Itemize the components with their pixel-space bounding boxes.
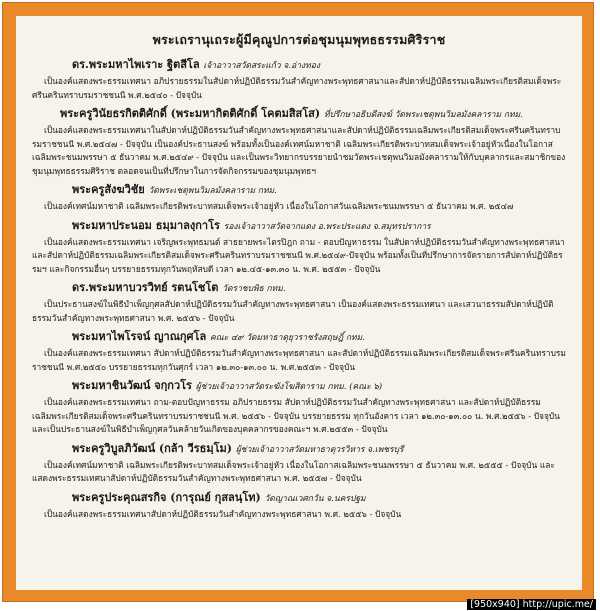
decorative-frame [2, 2, 594, 602]
monk-name: พระครูวิบูลภิวัฒน์ (กล้า วีรธมฺโม) [72, 441, 232, 455]
entry-2 [32, 107, 566, 178]
entry-1 [32, 58, 566, 102]
entry-name-row [32, 281, 566, 296]
monk-name: พระครูสังฆวิชัย [72, 183, 145, 196]
entry-3 [32, 183, 566, 214]
watermark-label: [950x940] http://upic.me/ [467, 599, 596, 610]
entry-5 [32, 281, 566, 325]
monk-role: เจ้าอาวาสวัดสระแก้ว จ.อ่างทอง [203, 61, 320, 71]
entry-name-row [32, 219, 566, 234]
monk-role: วัดญาณเวศกวัน จ.นครปฐม [264, 493, 366, 504]
entry-9 [32, 491, 566, 522]
monk-description: เป็นองค์แสดงพระธรรมเทศนา ถาม-ตอบปัญหาธรรม อภิปรายธรรม สัปดาห์ปฏิบัติธรรมวันสำคัญทางพระพุทธศาสนา และสัปดาห์ปฏิบัติธรรมเฉลิมพระเกียรติสมเด็จพระศรีนครินทราบรมราชชนนี พ.ศ. ๒๕๕๖ - ปัจจุบัน บรรยายธรรม ทุกวันอังคาร เวลา ๑๒.๓๐-๑๓.๐๐ น. พ.ศ.๒๕๕๖ - ปัจจุบัน และเป็นประธานสงฆ์ในพิธีบำเพ็ญกุศลวันคล้ายวันเกิดของบุคคลากรของคณะฯ พ.ศ.๒๕๕๓ - ปัจจุบัน [32, 397, 560, 434]
monk-name: พระมหาประนอม ธมฺมาลงฺกาโร [72, 218, 220, 232]
monk-name: พระครูวินัยธรกิตติศักดิ์ (พระมหากิตติศักดิ์ โคตมสิสโส) [60, 107, 321, 120]
monk-role: ผู้ช่วยเจ้าอาวาสวัดมหาธาตุวรวิหาร จ.เพชรบุรี [235, 444, 404, 455]
monk-role: ที่ปรึกษาอธิบดีสงฆ์ วัดพระเชตุพนวิมลมังคลาราม กทม. [323, 110, 523, 120]
entry-4 [32, 219, 566, 277]
monk-description: เป็นองค์แสดงพระธรรมเทศนาสัปดาห์ปฏิบัติธรรมวันสำคัญทางพระพุทธศาสนา พ.ศ. ๒๕๕๖ - ปัจจุบัน [44, 508, 402, 519]
monk-role: คณะ ๔๙ วัดมหาธาตุยุวราชรังสฤษฎิ์ กทม. [210, 333, 365, 343]
monk-role: วัดพระเชตุพนวิมลมังคลาราม กทม. [148, 186, 277, 196]
monk-description: เป็นองค์แสดงพระธรรมเทศนา อภิปรายธรรมในสัปดาห์ปฏิบัติธรรมวันสำคัญทางพระพุทธศาสนาและสัปดาห์ปฏิบัติธรรมเฉลิมพระเกียรติสมเด็จพระศรีนครินทราบรมราชชนนี พ.ศ.๒๕๔๐ - ปัจจุบัน [32, 76, 562, 100]
entry-8 [32, 442, 566, 486]
entry-name-row [32, 58, 566, 73]
entry-7 [32, 379, 566, 437]
monk-description: เป็นองค์แสดงพระธรรมเทศนา สัปดาห์ปฏิบัติธรรมวันสำคัญทางพระพุทธศาสนา และสัปดาห์ปฏิบัติธรรมเฉลิมพระเกียรติสมเด็จพระศรีนครินทราบรมราชชนนี พ.ศ.๒๕๕๐ บรรยายธรรมทุกวันศุกร์ เวลา ๑๒.๓๐-๑๓.๐๐ น. พ.ศ.๒๕๕๓ - ปัจจุบัน [32, 348, 566, 372]
entry-name-row [32, 442, 566, 457]
entry-name-row [32, 330, 566, 345]
monk-name: พระมหาไพโรจน์ ญาณกุศโล [72, 330, 207, 343]
page-title: พระเถรานุเถระผู้มีคุณูปการต่อชุมนุมพุทธธรรมศิริราช [152, 32, 446, 47]
monk-role: รองเจ้าอาวาสวัดจากแดง อ.พระประแดง จ.สมุทรปราการ [223, 221, 431, 232]
entry-6 [32, 330, 566, 374]
monk-description: เป็นองค์แสดงพระธรรมเทศนาในสัปดาห์ปฏิบัติธรรมวันสำคัญทางพระพุทธศาสนาและสัปดาห์ปฏิบัติธรรมเฉลิมพระเกียรติสมเด็จพระศรีนครินทราบรมราชชนนี พ.ศ.๒๕๔๗ - ปัจจุบัน เป็นองค์ประธานสงฆ์ พร้อมทั้งเป็นองค์เทศน์มหาชาติ เฉลิมพระเกียรติพระบาทสมเด็จพระเจ้าอยู่หัวเนื่องในโอกาสเฉลิมพระชนมพรรษา ๕ ธันวาคม พ.ศ.๒๕๔๙ - ปัจจุบัน และเป็นพระวิทยากรบรรยายนำชมวัดพระเชตุพนวิมลมังคลารามให้กับบุคลากรและสมาชิกของชุมนุมพุทธธรรมศิริราช ตลอดจนเป็นที่ปรึกษาในการจัดกิจกรรมของชุมนุมพุทธฯ [32, 125, 566, 176]
monk-name: พระมหาชินวัฒน์ จกฺกวโร [72, 379, 192, 392]
entry-name-row [32, 379, 566, 394]
monk-description: เป็นองค์เทศน์มหาชาติ เฉลิมพระเกียรติพระบาทสมเด็จพระเจ้าอยู่หัว เนื่องในโอกาสวันเฉลิมพระชนมพรรษา ๕ ธันวาคม พ.ศ. ๒๕๔๗ [44, 201, 514, 211]
monk-description: เป็นองค์เทศน์มหาชาติ เฉลิมพระเกียรติพระบาทสมเด็จพระเจ้าอยู่หัว เนื่องในโอกาสเฉลิมพระชนมพรรษา ๕ ธันวาคม พ.ศ. ๒๕๕๕ - ปัจจุบัน และแสดงพระธรรมเทศนาสัปดาห์ปฏิบัติธรรมวันสำคัญทางพระพุทธศาสนา พ.ศ. ๒๕๕๗ - ปัจจุบัน [32, 459, 555, 483]
document-panel [16, 16, 582, 590]
monk-name: พระครูประคุณสรกิจ (การุณย์ กุสลนฺโท) [72, 490, 261, 504]
entry-name-row [32, 183, 566, 198]
monk-description: เป็นประธานสงฆ์ในพิธีบำเพ็ญกุศลสัปดาห์ปฏิบัติธรรมวันสำคัญทางพระพุทธศาสนา เป็นองค์แสดงพระธรรมเทศนา และเสวนาธรรมสัปดาห์ปฏิบัติธรรมวันสำคัญทางพระพุทธศาสนา พ.ศ. ๒๕๕๖ - ปัจจุบัน [32, 299, 554, 323]
monk-name: ดร.พระมหาบวรวิทย์ รตนโชโต [72, 281, 219, 294]
entry-name-row [32, 107, 566, 122]
monk-description: เป็นองค์แสดงพระธรรมเทศนา เจริญพระพุทธมนต์ สาธยายพระไตรปิฎก ถาม - ตอบปัญหาธรรม ในสัปดาห์ปฏิบัติธรรมวันสำคัญทางพระพุทธศาสนา และสัปดาห์ปฏิบัติธรรมเฉลิมพระเกียรติสมเด็จพระศรีนครินทราบรมราชชนนี พ.ศ.๒๕๔๙-ปัจจุบัน พร้อมทั้งเป็นที่ปรึกษาการจัดรายการสัปดาห์ปฏิบัติธรรมฯ และกิจกรรมอื่นๆ บรรยายธรรมทุกวันพฤหัสบดี เวลา ๑๒.๔๕-๑๓.๓๐ น. พ.ศ. ๒๕๕๓ - ปัจจุบัน [32, 236, 565, 274]
monk-role: ผู้ช่วยเจ้าอาวาสวัดระฆังโฆสิตาราม กทม. (คณะ ๖) [195, 382, 383, 392]
monk-role: วัดราชบพิธ กทม. [222, 284, 286, 294]
entry-name-row [32, 491, 566, 506]
monk-name: ดร.พระมหาไพเราะ ฐิตสีโล [72, 58, 200, 71]
